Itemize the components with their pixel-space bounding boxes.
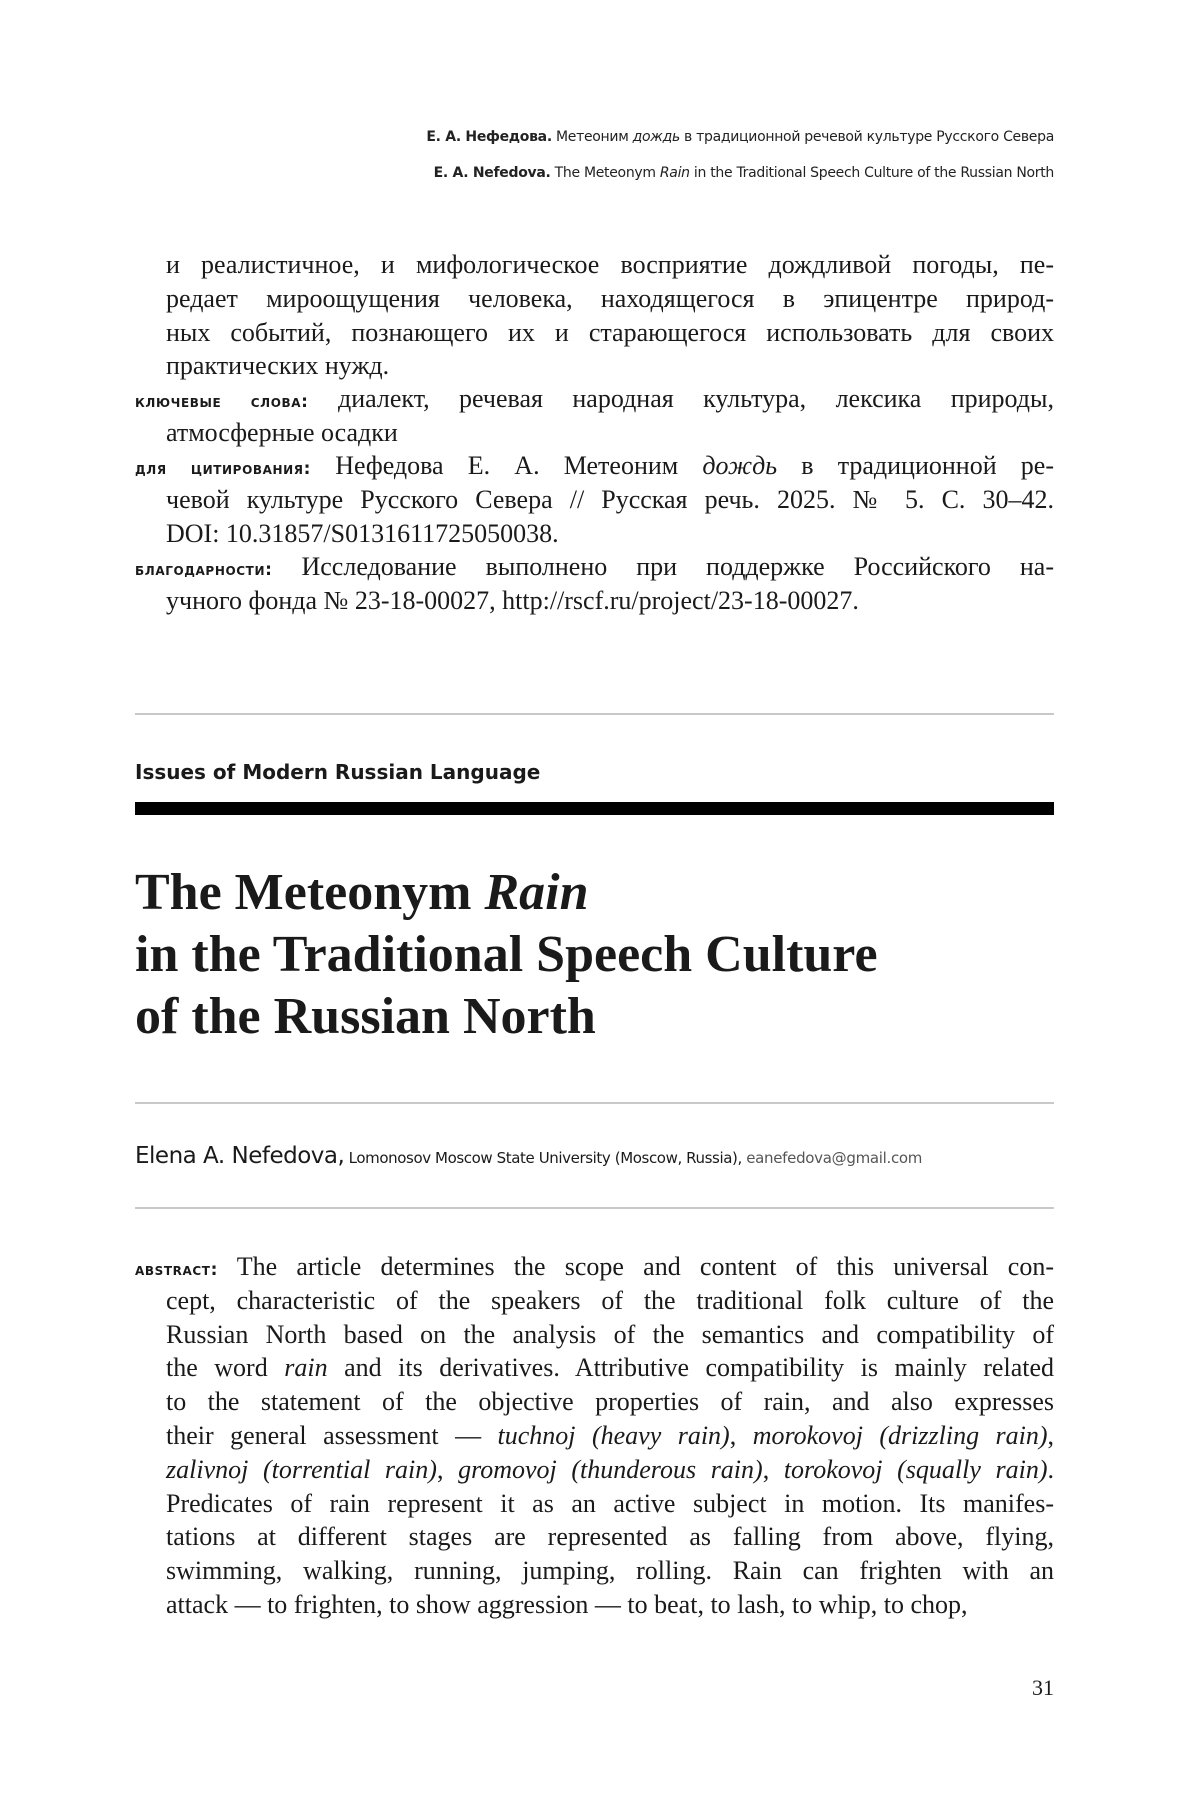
text-line (135, 449, 1054, 483)
text-line (135, 1385, 1054, 1419)
author-name: Elena A. Nefedova, (135, 1143, 345, 1169)
text-segment: attack — to frighten, to show aggression — to beat, to lash, to whip, to chop, (166, 1589, 968, 1619)
text-segment: , (436, 1454, 459, 1484)
field-label: ключевые слова: (135, 392, 309, 412)
text-line (135, 248, 1054, 282)
author-affiliation: Lomonosov Moscow State University (Moscow, Russia), (344, 1149, 747, 1167)
text-segment: tations at different stages are represented as falling from above, flying, (166, 1522, 1054, 1552)
text-segment: the word (166, 1353, 285, 1383)
text-segment: swimming, walking, running, jumping, rolling. Rain can frighten with an (166, 1556, 1054, 1586)
text-segment: в традиционной ре- (777, 451, 1054, 480)
text-segment: Нефедова Е. А. Метеоним (311, 451, 703, 480)
header-author: E. A. Nefedova. (433, 165, 551, 181)
header-text: Метеоним (556, 129, 633, 145)
text-segment: диалект, речевая народная культура, лексика природы, (308, 384, 1054, 413)
italic-term: tuchnoj (heavy rain) (497, 1420, 730, 1450)
text-line (135, 1487, 1054, 1521)
text-segment: Исследование выполнено при поддержке Российского на- (272, 552, 1054, 581)
text-line (135, 382, 1054, 416)
field-label: abstract: (135, 1260, 218, 1280)
abstract (135, 1250, 1054, 1622)
text-line (135, 282, 1054, 316)
text-line (135, 349, 1054, 383)
thick-divider (135, 802, 1054, 815)
text-segment: Predicates of rain represent it as an active subject in motion. Its manifes- (166, 1488, 1054, 1518)
running-header-ru (426, 129, 1054, 145)
italic-term: gromovoj (thunderous rain) (458, 1454, 763, 1484)
field-label: благодарности: (135, 560, 273, 580)
text-line (135, 1250, 1054, 1284)
text-segment: учного фонда № 23-18-00027, http://rscf.ru/project/23-18-00027. (166, 585, 859, 615)
italic-term: дождь (702, 451, 778, 480)
header-italic: дождь (632, 129, 680, 145)
header-italic: Rain (659, 165, 690, 181)
text-segment: , (729, 1420, 753, 1450)
acknowledgments (135, 550, 1054, 618)
text-segment: and its derivatives. Attributive compatibility is mainly related (327, 1353, 1054, 1383)
citation (135, 449, 1054, 550)
text-segment: , (762, 1454, 784, 1484)
page-number: 31 (1032, 1675, 1054, 1700)
header-text: в традиционной речевой культуре Русского Севера (679, 129, 1054, 145)
title-italic: Rain (484, 864, 589, 921)
author-email[interactable]: eanefedova@gmail.com (746, 1149, 923, 1167)
text-line (135, 483, 1054, 517)
text-segment: , (1047, 1420, 1055, 1450)
text-segment: и реалистичное, и мифологическое восприятие дождливой погоды, пе- (166, 250, 1054, 279)
text-line (135, 1588, 1054, 1622)
italic-term: zalivnoj (torrential rain) (166, 1454, 437, 1484)
ru-abstract-end (135, 248, 1054, 383)
running-header-en (434, 165, 1054, 181)
author-line (135, 1143, 922, 1169)
text-line (135, 416, 1054, 450)
text-segment: Russian North based on the analysis of the semantics and compatibility of (166, 1319, 1054, 1349)
text-segment: cept, characteristic of the speakers of the traditional folk culture of the (166, 1285, 1054, 1315)
divider (135, 713, 1054, 715)
text-segment: . (1047, 1454, 1054, 1484)
header-text: in the Traditional Speech Culture of the Russian North (689, 165, 1054, 181)
text-segment: редает мироощущения человека, находящегося в эпицентре природ- (166, 283, 1054, 313)
header-author: Е. А. Нефедова. (426, 129, 552, 145)
text-line (135, 1351, 1054, 1385)
text-segment: ных событий, познающего их и старающегося использовать для своих (166, 317, 1054, 347)
text-segment: to the statement of the objective properties of rain, and also expresses (166, 1387, 1054, 1417)
text-line (135, 550, 1054, 584)
field-label: для цитирования: (135, 459, 312, 479)
title-line-1 (135, 862, 878, 924)
article-title (135, 862, 878, 1048)
text-line (135, 517, 1054, 551)
divider (135, 1102, 1054, 1104)
title-line-2: in the Traditional Speech Culture (135, 926, 878, 983)
keywords (135, 382, 1054, 450)
text-segment: their general assessment — (166, 1420, 498, 1450)
text-line (135, 316, 1054, 350)
header-text: The Meteonym (554, 165, 660, 181)
title-line-3: of the Russian North (135, 988, 596, 1045)
text-segment: DOI: 10.31857/S0131611725050038. (166, 518, 559, 548)
italic-term: torokovoj (squally rain) (783, 1454, 1048, 1484)
text-line (135, 1453, 1054, 1487)
text-line (135, 584, 1054, 618)
italic-term: rain (284, 1353, 328, 1383)
divider (135, 1207, 1054, 1209)
text-segment: The article determines the scope and content of this universal con- (217, 1252, 1054, 1281)
italic-term: morokovoj (drizzling rain) (752, 1420, 1048, 1450)
text-segment: атмосферные осадки (166, 417, 398, 447)
section-title: Issues of Modern Russian Language (135, 760, 541, 784)
text-line (135, 1419, 1054, 1453)
text-segment: практических нужд. (166, 351, 390, 381)
title-text: The Meteonym (135, 864, 485, 921)
text-line (135, 1284, 1054, 1318)
text-line (135, 1554, 1054, 1588)
text-line (135, 1520, 1054, 1554)
text-segment: чевой культуре Русского Севера // Русская речь. 2025. № 5. С. 30–42. (166, 484, 1054, 514)
text-line (135, 1318, 1054, 1352)
